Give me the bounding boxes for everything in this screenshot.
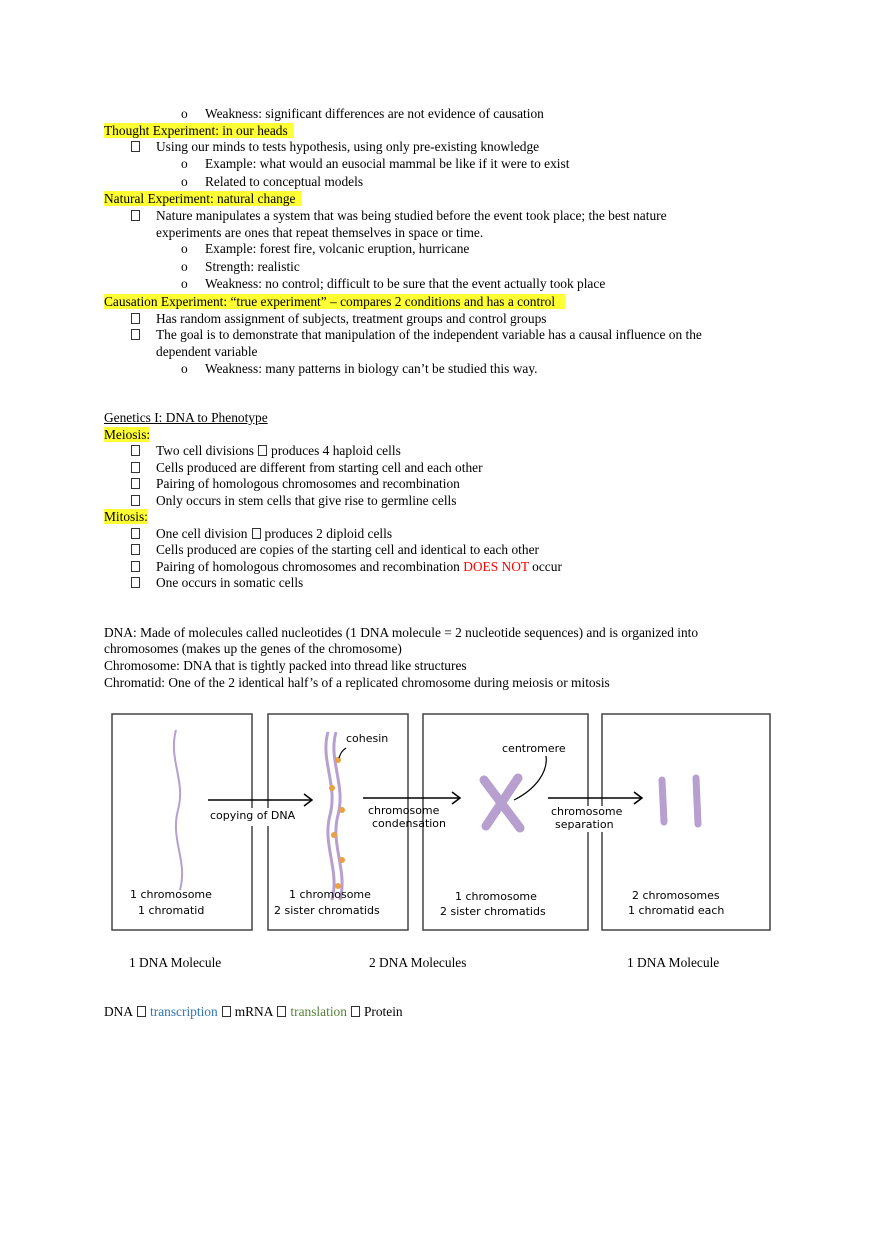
panel-3-caption-line1: 1 chromosome xyxy=(455,890,537,903)
checkbox-bullet-icon xyxy=(131,210,140,221)
list-item: The goal is to demonstrate that manipulation of the independent variable has a causal influence on the xyxy=(131,327,702,343)
list-item: o Related to conceptual models xyxy=(181,174,364,189)
section-title-natural: Natural Experiment: natural change xyxy=(104,191,302,207)
checkbox-bullet-icon xyxy=(131,528,140,539)
arrow-2-label-line1: chromosome xyxy=(368,804,440,817)
central-dogma-line: DNA transcription mRNA translation Protein xyxy=(104,1004,403,1019)
definition-chromatid: Chromatid: One of the 2 identical half’s of a replicated chromosome during meiosis or mitosis xyxy=(104,675,610,690)
centromere-label: centromere xyxy=(502,742,566,755)
section-title-meiosis: Meiosis: xyxy=(104,427,151,442)
separated-chromatid xyxy=(662,780,664,822)
cohesin-dot xyxy=(331,832,337,838)
definition-dna-continued: chromosomes (makes up the genes of the chromosome) xyxy=(104,641,402,656)
arrow-placeholder-icon xyxy=(351,1006,360,1017)
list-item: Has random assignment of subjects, treatment groups and control groups xyxy=(131,311,546,327)
arrow-1-label: copying of DNA xyxy=(210,809,296,822)
bullet-o: o xyxy=(181,106,188,121)
figure-caption-3: 1 DNA Molecule xyxy=(627,955,720,970)
arrow-3-label-line1: chromosome xyxy=(551,805,623,818)
list-item: Pairing of homologous chromosomes and recombination xyxy=(131,476,460,492)
bullet-o: o xyxy=(181,156,188,171)
list-item: o Weakness: no control; difficult to be sure that the event actually took place xyxy=(181,276,606,291)
section-heading: Genetics I: DNA to Phenotype xyxy=(104,410,268,425)
checkbox-bullet-icon xyxy=(131,313,140,324)
panel-1-caption-line2: 1 chromatid xyxy=(138,904,205,917)
list-item: o Example: what would an eusocial mammal be like if it were to exist xyxy=(181,156,570,171)
bullet-o: o xyxy=(181,276,188,291)
arrow-2-label-line2: condensation xyxy=(372,817,447,830)
panel-2-caption-line2: 2 sister chromatids xyxy=(274,904,380,917)
cohesin-dot xyxy=(339,807,345,813)
list-item: Two cell divisions produces 4 haploid cells xyxy=(131,443,401,459)
panel-3-caption-line2: 2 sister chromatids xyxy=(440,905,546,918)
list-item: Cells produced are different from starting cell and each other xyxy=(131,460,483,476)
separated-chromatid xyxy=(696,778,698,824)
list-item: Pairing of homologous chromosomes and recombination DOES NOT occur xyxy=(131,559,562,575)
checkbox-bullet-icon xyxy=(131,141,140,152)
cohesin-label: cohesin xyxy=(346,732,389,745)
list-item-continued: experiments are ones that repeat themselves in space or time. xyxy=(156,225,484,240)
checkbox-bullet-icon xyxy=(131,478,140,489)
section-title-thought: Thought Experiment: in our heads xyxy=(104,123,294,139)
bullet-o: o xyxy=(181,361,188,376)
list-item: One occurs in somatic cells xyxy=(131,575,303,591)
figure-caption-1: 1 DNA Molecule xyxy=(129,955,222,970)
panel-1-caption-line1: 1 chromosome xyxy=(130,888,212,901)
list-item: Cells produced are copies of the starting cell and identical to each other xyxy=(131,542,539,558)
section-title-mitosis: Mitosis: xyxy=(104,509,148,524)
cohesin-dot xyxy=(329,785,335,791)
panel-4-caption-line2: 1 chromatid each xyxy=(628,904,725,917)
checkbox-bullet-icon xyxy=(131,544,140,555)
checkbox-bullet-icon xyxy=(131,329,140,340)
list-item: o Strength: realistic xyxy=(181,259,300,274)
bullet-o: o xyxy=(181,241,188,256)
panel-4-caption-line1: 2 chromosomes xyxy=(632,889,720,902)
list-item: o Weakness: many patterns in biology can’t be studied this way. xyxy=(181,361,538,376)
cohesin-dot xyxy=(339,857,345,863)
definition-chromosome: Chromosome: DNA that is tightly packed into thread like structures xyxy=(104,658,467,673)
list-item: Nature manipulates a system that was being studied before the event took place; the best nature xyxy=(131,208,667,224)
cohesin-dot xyxy=(335,757,341,763)
list-item: o Weakness: significant differences are not evidence of causation xyxy=(181,106,544,121)
list-item: o Example: forest fire, volcanic eruption, hurricane xyxy=(181,241,470,256)
figure-caption-2: 2 DNA Molecules xyxy=(369,955,467,970)
definition-dna: DNA: Made of molecules called nucleotides (1 DNA molecule = 2 nucleotide sequences) and is organized into xyxy=(104,625,699,640)
bullet-o: o xyxy=(181,174,188,189)
bullet-o: o xyxy=(181,259,188,274)
arrow-placeholder-icon xyxy=(137,1006,146,1017)
checkbox-bullet-icon xyxy=(131,561,140,572)
arrow-placeholder-icon xyxy=(277,1006,286,1017)
checkbox-bullet-icon xyxy=(131,445,140,456)
chromosome-diagram xyxy=(108,710,776,935)
list-item: Using our minds to tests hypothesis, using only pre-existing knowledge xyxy=(131,139,539,155)
checkbox-bullet-icon xyxy=(131,577,140,588)
panel-2-caption-line1: 1 chromosome xyxy=(289,888,371,901)
arrow-placeholder-icon xyxy=(258,445,267,456)
checkbox-bullet-icon xyxy=(131,462,140,473)
list-item: One cell division produces 2 diploid cells xyxy=(131,526,392,542)
list-item-continued: dependent variable xyxy=(156,344,258,359)
checkbox-bullet-icon xyxy=(131,495,140,506)
arrow-placeholder-icon xyxy=(222,1006,231,1017)
arrow-3-label-line2: separation xyxy=(555,818,614,831)
section-title-causation: Causation Experiment: “true experiment” – compares 2 conditions and has a control xyxy=(104,294,565,310)
arrow-placeholder-icon xyxy=(252,528,261,539)
list-item: Only occurs in stem cells that give rise to germline cells xyxy=(131,493,456,509)
